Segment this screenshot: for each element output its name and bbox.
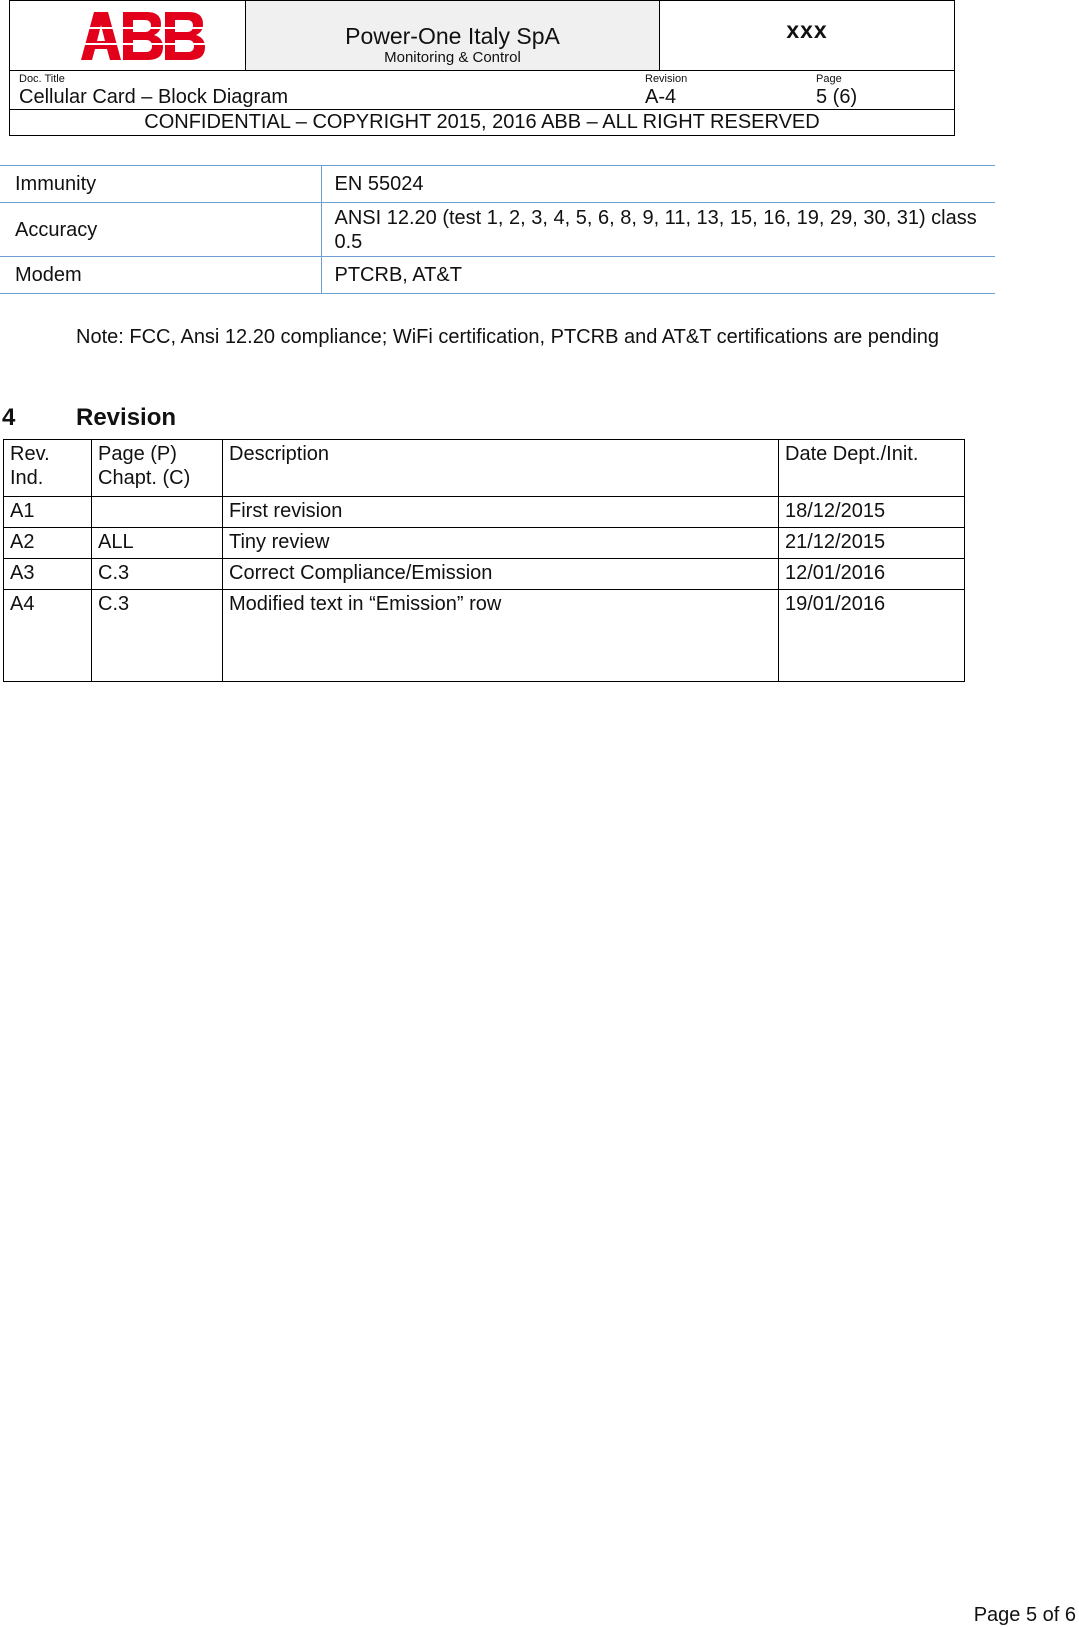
page-value: 5 (6): [816, 86, 858, 108]
doc-info-row: [10, 71, 954, 110]
document-code: xxx: [786, 17, 828, 43]
table-row: [0, 257, 995, 294]
page-label: Page: [816, 73, 842, 85]
revision-label: Revision: [645, 73, 688, 85]
rev-ind: A4: [4, 590, 92, 682]
spec-key: Accuracy: [0, 203, 321, 257]
department-name: Monitoring & Control: [384, 49, 521, 66]
abb-logo: [10, 1, 246, 70]
company-cell: [246, 1, 660, 70]
rev-date: 18/12/2015: [779, 497, 965, 528]
doc-title-label: Doc. Title: [19, 73, 65, 85]
rev-date: 12/01/2016: [779, 559, 965, 590]
rev-ind: A2: [4, 528, 92, 559]
specs-table: [0, 165, 995, 294]
section-heading: [2, 404, 176, 432]
rev-date: 21/12/2015: [779, 528, 965, 559]
rev-page: C.3: [92, 559, 223, 590]
spec-key: Immunity: [0, 166, 321, 203]
table-row: [0, 166, 995, 203]
table-row: [0, 203, 995, 257]
rev-page: ALL: [92, 528, 223, 559]
rev-description: Tiny review: [223, 528, 779, 559]
table-row: [4, 528, 965, 559]
spec-value: PTCRB, AT&T: [321, 257, 995, 294]
confidential-notice: CONFIDENTIAL – COPYRIGHT 2015, 2016 ABB – ALL RIGHT RESERVED: [144, 111, 820, 133]
section-number: 4: [2, 404, 16, 431]
document-header: [9, 0, 955, 136]
revision-value: A-4: [645, 86, 677, 108]
abb-logo-letters: [81, 12, 205, 60]
spec-value: ANSI 12.20 (test 1, 2, 3, 4, 5, 6, 8, 9, 11, 13, 15, 16, 19, 29, 30, 31) class 0.5: [321, 203, 995, 257]
rev-description: Correct Compliance/Emission: [223, 559, 779, 590]
doc-title: Cellular Card – Block Diagram: [19, 86, 288, 108]
rev-ind: A3: [4, 559, 92, 590]
spec-value: EN 55024: [321, 166, 995, 203]
rev-page: C.3: [92, 590, 223, 682]
spec-key: Modem: [0, 257, 321, 294]
rev-ind: A1: [4, 497, 92, 528]
table-row: [4, 497, 965, 528]
abb-logo-icon: [81, 12, 205, 60]
rev-description: First revision: [223, 497, 779, 528]
revision-table: [3, 439, 965, 682]
column-header: Page (P) Chapt. (C): [92, 440, 223, 497]
table-header-row: [4, 440, 965, 497]
certification-note: Note: FCC, Ansi 12.20 compliance; WiFi certification, PTCRB and AT&T certifications are pending: [76, 326, 939, 348]
table-row: [4, 559, 965, 590]
table-row: [4, 590, 965, 682]
company-name: Power-One Italy SpA: [345, 23, 560, 49]
rev-date: 19/01/2016: [779, 590, 965, 682]
column-header: Rev. Ind.: [4, 440, 92, 497]
column-header: Description: [223, 440, 779, 497]
rev-description: Modified text in “Emission” row: [223, 590, 779, 682]
column-header: Date Dept./Init.: [779, 440, 965, 497]
rev-page: [92, 497, 223, 528]
section-title: Revision: [76, 404, 177, 431]
page-footer: Page 5 of 6: [973, 1604, 1076, 1626]
